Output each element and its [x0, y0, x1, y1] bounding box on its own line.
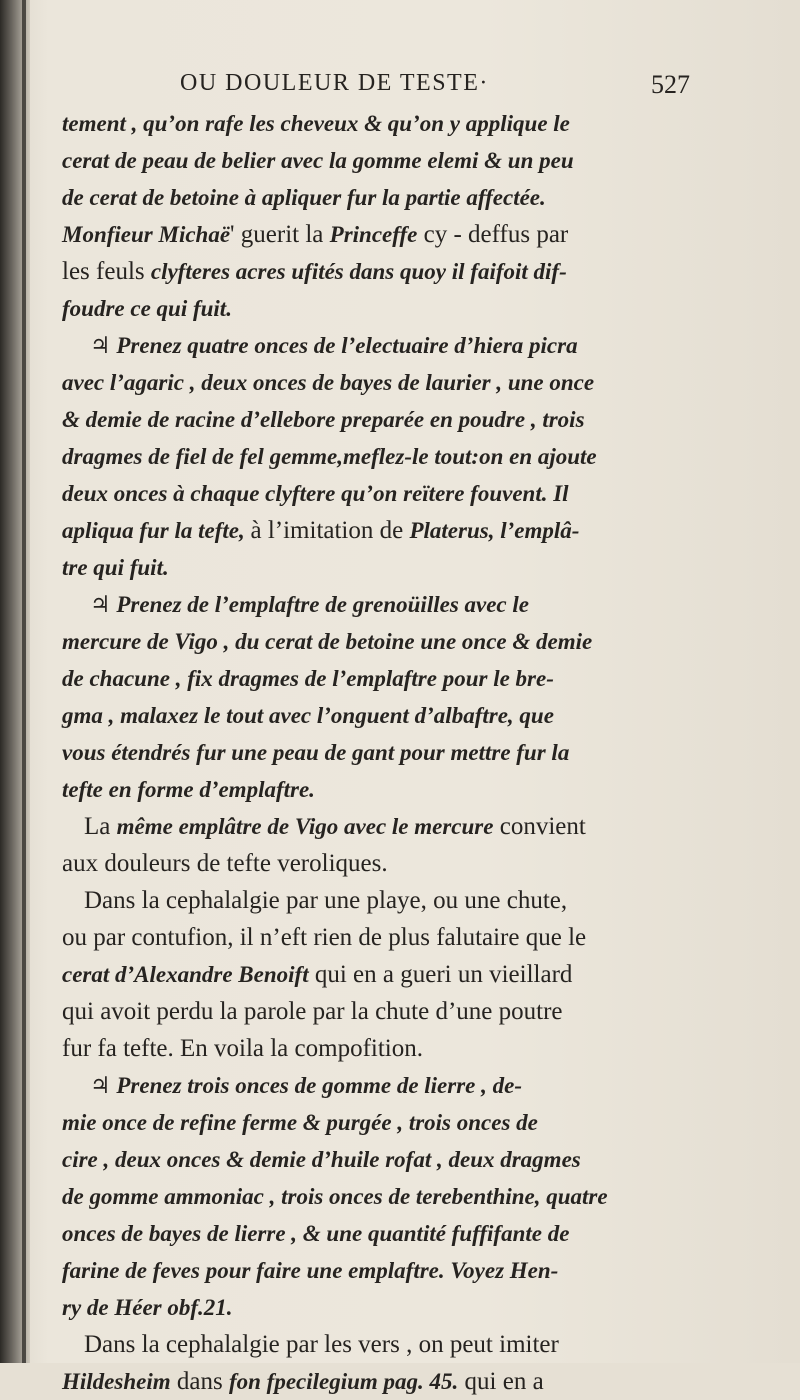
roman-text: fur fa tefte. En voila la compofition.	[62, 1035, 423, 1062]
binding-edge	[22, 0, 26, 1363]
italic-text: de chacune , fix dragmes de l’emplaftre pour le bre-	[62, 666, 554, 691]
italic-text: tefte en forme d’emplaftre.	[62, 777, 315, 802]
text-line	[62, 1289, 672, 1326]
italic-text: Princeffe	[329, 222, 418, 247]
text-line	[62, 401, 672, 438]
text-line	[62, 1104, 672, 1141]
italic-text: clyfteres acres ufités dans quoy il faifoit dif-	[150, 259, 567, 284]
page-number: 527	[651, 70, 690, 99]
italic-text: Platerus, l’emplâ-	[409, 518, 580, 543]
italic-text: Monfieur Michaë	[62, 222, 231, 247]
text-line	[62, 1363, 672, 1400]
italic-text: mercure de Vigo , du cerat de betoine une once & demie	[62, 629, 593, 654]
roman-text: aux douleurs de tefte veroliques.	[62, 850, 388, 877]
italic-text: onces de bayes de lierre , & une quantité fuffifante de	[62, 1221, 570, 1246]
italic-text: vous étendrés fur une peau de gant pour mettre fur la	[62, 740, 570, 765]
text-line	[62, 1067, 672, 1104]
roman-text: convient	[493, 813, 586, 840]
text-line	[62, 179, 672, 216]
roman-text: La	[84, 813, 117, 840]
text-line	[62, 142, 672, 179]
italic-text: Hildesheim	[62, 1369, 171, 1394]
italic-text: dragmes de fiel de fel gemme,meflez-le tout:on en ajoute	[62, 444, 597, 469]
italic-text: même emplâtre de Vigo avec le mercure	[116, 814, 494, 839]
text-line	[62, 327, 672, 364]
text-line	[62, 253, 672, 290]
italic-text: cire , deux onces & demie d’huile rofat , deux dragmes	[62, 1147, 581, 1172]
running-head: OU DOULEUR DE TESTE·	[180, 70, 489, 96]
body-text	[62, 105, 672, 1400]
text-line	[62, 512, 672, 549]
text-line	[62, 549, 672, 586]
text-line	[62, 623, 672, 660]
roman-text: Dans la cephalalgie par une playe, ou une chute,	[84, 887, 568, 914]
text-line	[62, 1215, 672, 1252]
italic-text: fon fpecilegium pag. 45.	[228, 1369, 459, 1394]
text-line	[62, 1178, 672, 1215]
text-line	[62, 993, 672, 1030]
page-header	[180, 70, 690, 106]
italic-text: foudre ce qui fuit.	[62, 296, 232, 321]
italic-text: cerat de peau de belier avec la gomme elemi & un peu	[62, 148, 574, 173]
text-line	[62, 697, 672, 734]
text-line	[62, 216, 672, 253]
text-line	[62, 1030, 672, 1067]
text-line	[62, 1326, 672, 1363]
italic-text: gma , malaxez le tout avec l’onguent d’albaftre, que	[62, 703, 554, 728]
roman-text: qui en a gueri un vieillard	[308, 961, 573, 988]
italic-text: apliqua fur la tefte,	[62, 518, 251, 543]
italic-text: tement , qu’on rafe les cheveux & qu’on y applique le	[62, 111, 570, 136]
italic-text: ♃ Prenez de l’emplaftre de grenoüilles avec le	[90, 592, 529, 617]
roman-text: Dans la cephalalgie par les vers , on peut imiter	[84, 1331, 559, 1358]
text-line	[62, 364, 672, 401]
text-line	[62, 808, 672, 845]
italic-text: cerat d’Alexandre Benoift	[62, 962, 309, 987]
roman-text: ou par contufion, il n’eft rien de plus falutaire que le	[62, 924, 587, 951]
italic-text: avec l’agaric , deux onces de bayes de laurier , une once	[62, 370, 595, 395]
text-line	[62, 438, 672, 475]
italic-text: de gomme ammoniac , trois onces de terebenthine, quatre	[62, 1184, 608, 1209]
italic-text: ry de Héer obf.21.	[62, 1295, 233, 1320]
italic-text: ♃ Prenez trois onces de gomme de lierre , de-	[90, 1073, 522, 1098]
italic-text: & demie de racine d’ellebore preparée en poudre , trois	[62, 407, 585, 432]
roman-text: dans	[170, 1368, 229, 1395]
roman-text: qui en a	[458, 1368, 544, 1395]
text-line	[62, 882, 672, 919]
text-line	[62, 475, 672, 512]
text-line	[62, 734, 672, 771]
text-line	[62, 1141, 672, 1178]
text-line	[62, 1252, 672, 1289]
text-line	[62, 919, 672, 956]
roman-text: cy - deffus par	[417, 221, 569, 248]
italic-text: deux onces à chaque clyftere qu’on reïtere fouvent. Il	[62, 481, 569, 506]
text-line	[62, 660, 672, 697]
roman-text: à l’imitation de	[250, 517, 410, 544]
italic-text: tre qui fuit.	[62, 555, 169, 580]
italic-text: de cerat de betoine à apliquer fur la partie affectée.	[62, 185, 546, 210]
text-line	[62, 586, 672, 623]
roman-text: les feuls	[62, 258, 151, 285]
text-line	[62, 845, 672, 882]
italic-text: mie once de refine ferme & purgée , trois onces de	[62, 1110, 538, 1135]
italic-text: farine de feves pour faire une emplaftre. Voyez Hen-	[62, 1258, 559, 1283]
text-line	[62, 771, 672, 808]
roman-text: qui avoit perdu la parole par la chute d’une poutre	[62, 998, 563, 1025]
roman-text: ' guerit la	[230, 221, 330, 248]
text-line	[62, 290, 672, 327]
italic-text: ♃ Prenez quatre onces de l’electuaire d’hiera picra	[90, 333, 578, 358]
text-line	[62, 105, 672, 142]
text-line	[62, 956, 672, 993]
